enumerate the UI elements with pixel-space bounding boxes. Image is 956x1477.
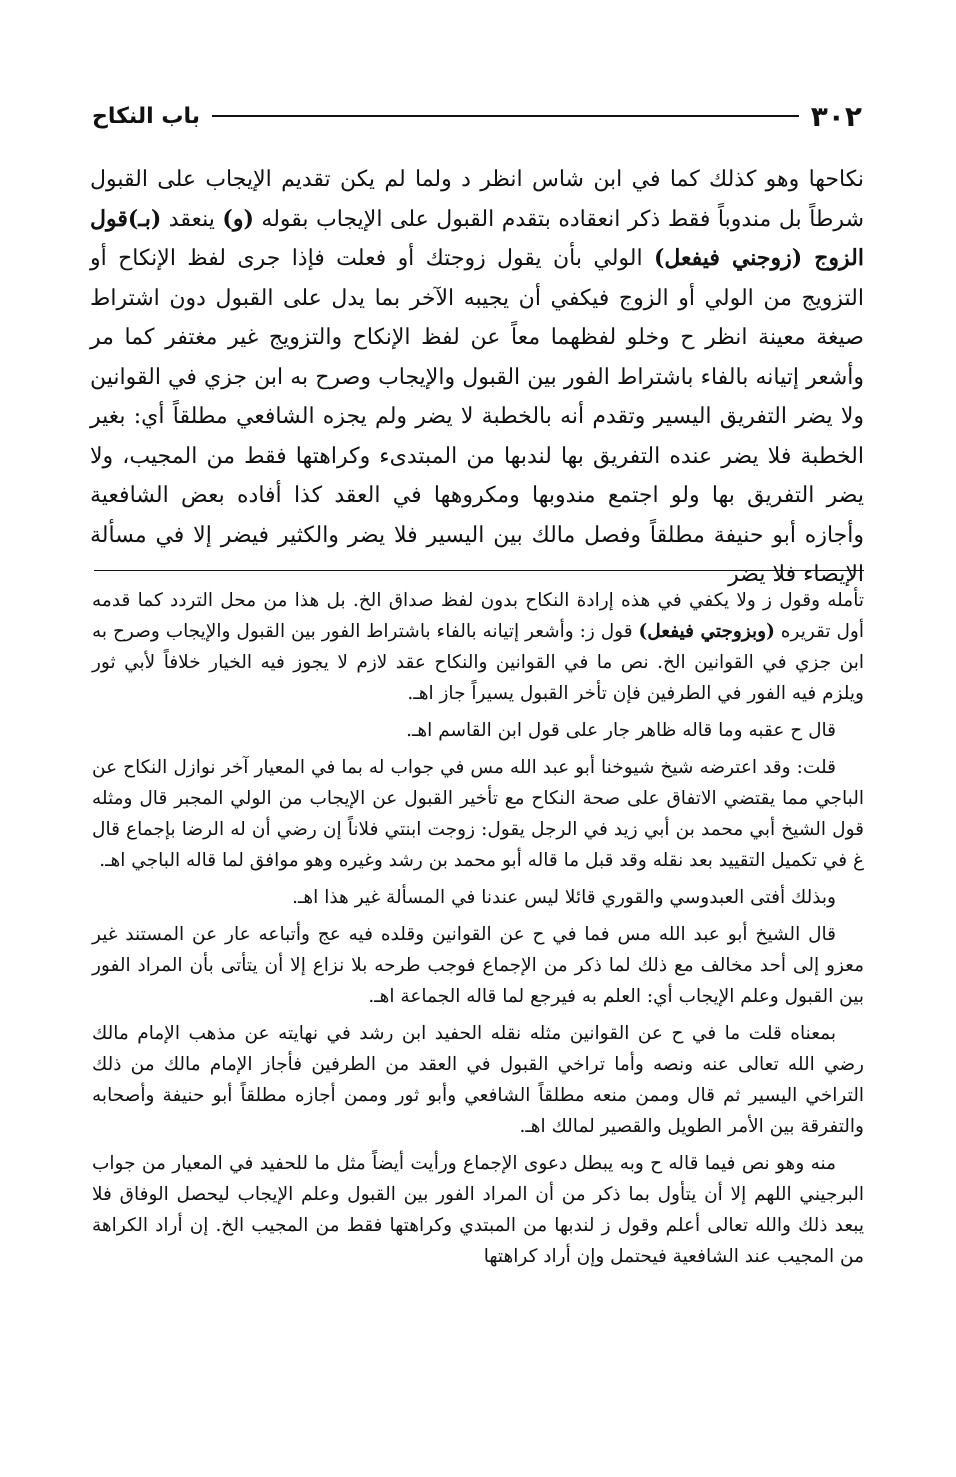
page-number: ٣٠٢: [810, 99, 862, 133]
footnote-paragraph: بمعناه قلت ما في ح عن القوانين مثله نقله الحفيد ابن رشد في نهايته عن مذهب الإمام مالك رضي الله تعالى عنه ونصه وأما تراخي القبول في العقد من الطرفين فأجاز الإمام مالك من ذلك التراخي اليسير ثم قال وممن منعه مطلقاً الشافعي وأبو ثور وممن أجازه مطلقاً أبو حنيفة وأصحابه والتفرقة بين الأمر الطويل والقصير لمالك اهـ.: [92, 1023, 864, 1137]
matn-waw: (و): [222, 205, 254, 232]
footnote-text: تأمله وقول ز ولا يكفي في هذه إرادة النكاح بدون لفظ صداق الخ. بل هذا من محل التردد كما قدمه أول تقريره: [92, 590, 864, 642]
footnotes: [92, 585, 864, 1278]
matn-ba-qawl: (بـ)قول الزوج: [90, 205, 864, 271]
section-title: باب النكاح: [92, 103, 200, 129]
footnote-paragraph: منه وهو نص فيما قاله ح وبه يبطل دعوى الإجماع ورأيت أيضاً مثل ما للحفيد في المعيار من جواب البرجيني اللهم إلا أن يتأول بما ذكر من أن المراد الفور بين القبول وعلم الإيجاب ليحصل الوفاق فلا يبعد ذلك والله تعالى أعلم وقول ز لندبها من المبتدي وكراهتها فقط من المجيب الخ. إن أراد الكراهة من المجيب عند الشافعية فيحتمل وإن أراد كراهتها: [92, 1153, 864, 1267]
footnote-paragraph: قال الشيخ أبو عبد الله مس فما في ح عن القوانين وقلده فيه عج وأتباعه عار عن المستند غير معزو إلى أحد مخالف مع ذلك لما ذكر من الإجماع فوجب طرحه بلا نزاع إلا أن يتأتى بأن المراد الفور بين القبول وعلم الإيجاب أي: العلم به فيرجع لما قاله الجماعة اهـ.: [92, 924, 864, 1007]
main-text-segment: ينعقد: [161, 206, 223, 232]
main-text-segment: الولي بأن يقول زوجتك أو فعلت فإذا جرى لفظ الإنكاح أو التزويج من الولي أو الزوج فيكفي أن يجيبه الآخر بما يدل على القبول دون اشتراط صيغة معينة انظر ح وخلو لفظهما معاً عن لفظ الإنكاح والتزويج غير مغتفر كما مر وأشعر إتيانه بالفاء باشتراط الفور بين القبول والإيجاب وصرح به ابن جزي في القوانين ولا يضر التفريق اليسير وتقدم أنه بالخطبة لا يضر ولم يجزه الشافعي مطلقاً أي: بغير الخطبة فلا يضر عنده التفريق بها لندبها من المبتدىء وكراهتها فقط من المجيب، ولا يضر التفريق بها ولو اجتمع مندوبها ومكروهها في العقد كذا أفاده بعض الشافعية وأجازه أبو حنيفة مطلقاً وفصل مالك بين اليسير فلا يضر والكثير فيضر إلا في مسألة الإيصاء فلا يضر: [90, 246, 864, 587]
main-text-segment: نكاحها وهو كذلك كما في ابن شاس انظر د ولما لم يكن تقديم الإيجاب على القبول شرطاً بل مندوباً فقط ذكر انعقاده بتقدم القبول على الإيجاب بقوله: [90, 167, 864, 232]
footnote-paragraph: قلت: وقد اعترضه شيخ شيوخنا أبو عبد الله مس في جواب له بما في المعيار آخر نوازل النكاح عن الباجي مما يقتضي الاتفاق على صحة النكاح مع تأخير القبول عن الإيجاب من الولي المجبر قال ومثله قول الشيخ أبي محمد بن أبي زيد في الرجل يقول: زوجت ابنتي فلاناً إن رضي أن له الرضا بإجماع قال غ في تكميل التقييد بعد نقله وقد قبل ما قاله أبو محمد بن رشد وغيره وهو موافق لما قاله الباجي اهـ.: [92, 757, 864, 871]
footnote-paragraph: [92, 585, 864, 709]
footnote-paragraph: وبذلك أفتى العبدوسي والقوري قائلا ليس عندنا في المسألة غير هذا اهـ.: [292, 887, 836, 908]
header-rule: [212, 115, 799, 117]
main-text: [90, 160, 864, 595]
footnote-text: قول ز: وأشعر إتيانه بالفاء باشتراط الفور بين القبول والإيجاب وصرح به ابن جزي في القوانين الخ. نص ما في القوانين والنكاح عقد لازم لا يجوز فيه الخيار خلافاً لأبي ثور ويلزم فيه الفور في الطرفين فإن تأخر القبول يسيراً جاز اهـ.: [92, 621, 864, 704]
page-header: [92, 96, 862, 136]
footnote-paragraph: قال ح عقبه وما قاله ظاهر جار على قول ابن القاسم اهـ.: [406, 720, 836, 741]
matn-zawwijni: (زوجني فيفعل): [653, 245, 815, 271]
main-paragraph: [90, 160, 864, 595]
footnote-separator: [94, 570, 864, 571]
footnote-bold-matn: (وبزوجتي فيفعل): [638, 621, 775, 642]
